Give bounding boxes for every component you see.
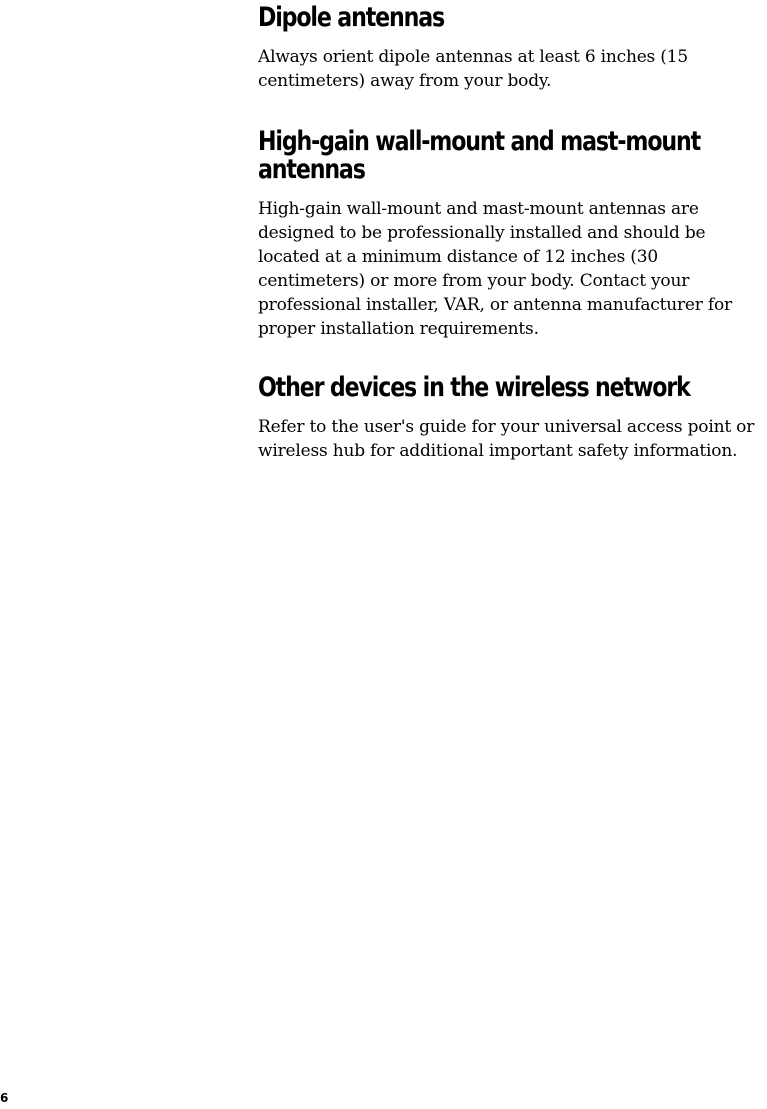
document-content	[258, 0, 767, 463]
heading-line-1: High-gain wall-mount and mast-mount	[258, 126, 701, 157]
page-number: 6	[0, 1091, 9, 1105]
section-heading-high-gain-antennas	[258, 126, 701, 185]
section-heading-other-devices: Other devices in the wireless network	[258, 372, 690, 403]
section-heading-dipole-antennas: Dipole antennas	[258, 2, 445, 33]
section-body-dipole-antennas: Always orient dipole antennas at least 6 inches (15 centimeters) away from your body.	[258, 47, 688, 91]
section-body-other-devices: Refer to the user's guide for your universal access point or wireless hub for additional important safety information.	[258, 417, 755, 461]
heading-line-2: antennas	[258, 154, 365, 185]
section-body-high-gain-antennas: High-gain wall-mount and mast-mount antennas are designed to be professionally installed and should be located at a minimum distance of 12 inches (30 centimeters) or more from your body. Contact your professional installer, VAR, or antenna manufacturer for proper installation requirements.	[258, 199, 732, 339]
